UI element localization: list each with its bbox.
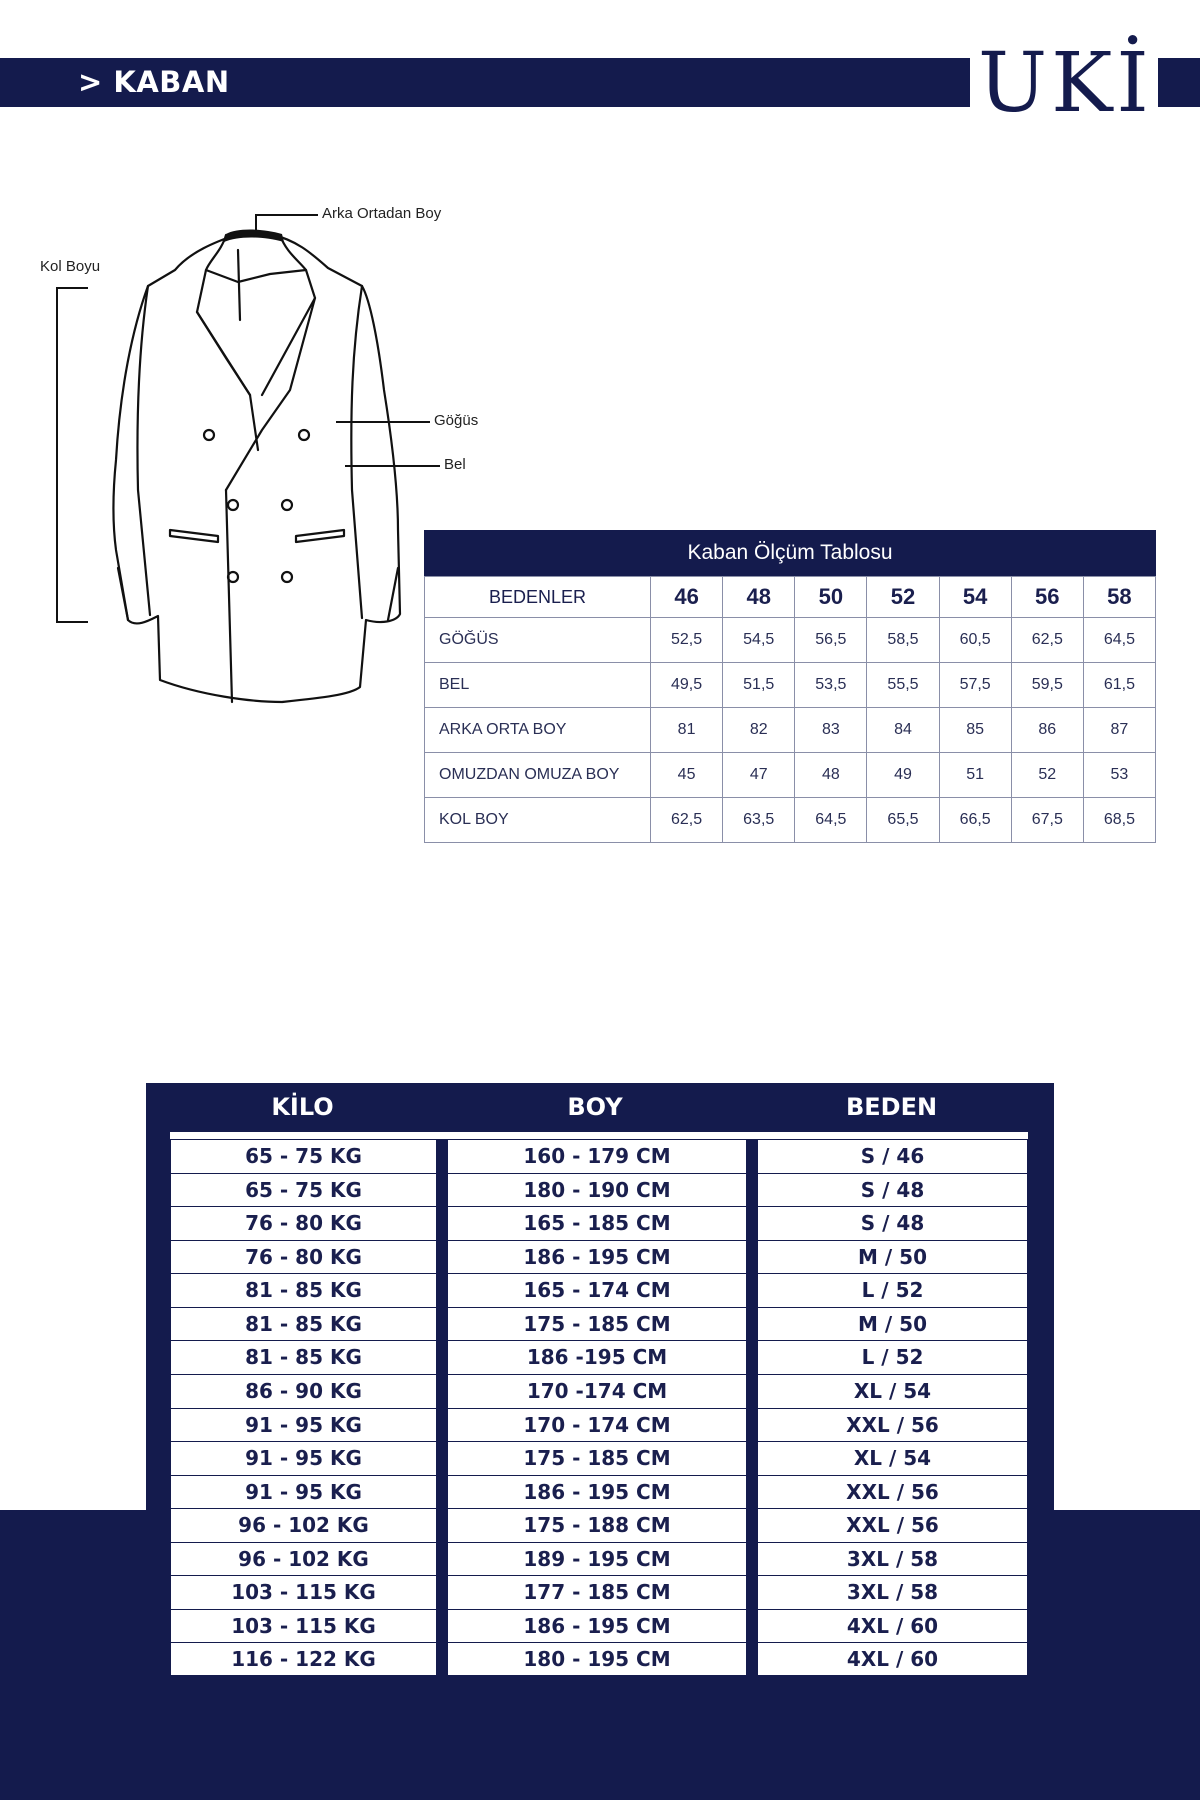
measurement-value: 52: [1011, 753, 1083, 798]
height-cell: 186 - 195 CM: [448, 1610, 746, 1644]
size-cell: S / 46: [758, 1140, 1027, 1174]
size-cell: 3XL / 58: [758, 1576, 1027, 1610]
brand-logo: [978, 30, 1153, 131]
size-cell: S / 48: [758, 1207, 1027, 1241]
weight-cell: 76 - 80 KG: [171, 1207, 436, 1241]
weight-cell: 76 - 80 KG: [171, 1241, 436, 1275]
measurement-value: 51,5: [723, 663, 795, 708]
size-header-cell: 46: [651, 577, 723, 618]
waist-label: Bel: [444, 456, 466, 473]
weight-cell: 81 - 85 KG: [171, 1274, 436, 1308]
measurement-value: 55,5: [867, 663, 939, 708]
height-cell: 170 -174 CM: [448, 1375, 746, 1409]
height-cell: 186 -195 CM: [448, 1341, 746, 1375]
chest-label: Göğüs: [434, 412, 479, 429]
measurement-value: 53: [1083, 753, 1155, 798]
height-header: BOY: [567, 1093, 623, 1121]
size-cell: S / 48: [758, 1174, 1027, 1208]
measurement-value: 57,5: [939, 663, 1011, 708]
measurement-row-label: OMUZDAN OMUZA BOY: [425, 753, 651, 798]
measurement-value: 62,5: [651, 798, 723, 843]
measurement-value: 67,5: [1011, 798, 1083, 843]
measurement-grid: [424, 576, 1156, 843]
weight-cell: 103 - 115 KG: [171, 1576, 436, 1610]
size-header-cell: 50: [795, 577, 867, 618]
weight-cell: 91 - 95 KG: [171, 1442, 436, 1476]
weight-cell: 86 - 90 KG: [171, 1375, 436, 1409]
height-cell: 165 - 174 CM: [448, 1274, 746, 1308]
measurement-value: 45: [651, 753, 723, 798]
weight-header: KİLO: [271, 1093, 334, 1121]
measurement-value: 66,5: [939, 798, 1011, 843]
size-cell: 4XL / 60: [846, 1647, 939, 1672]
weight-cell: 91 - 95 KG: [171, 1409, 436, 1443]
measurement-value: 51: [939, 753, 1011, 798]
weight-cell: 116 - 122 KG: [231, 1647, 376, 1672]
weight-cell: 96 - 102 KG: [171, 1509, 436, 1543]
measurement-value: 59,5: [1011, 663, 1083, 708]
measurement-row-label: ARKA ORTA BOY: [425, 708, 651, 753]
measurement-value: 52,5: [651, 618, 723, 663]
measurement-value: 48: [795, 753, 867, 798]
measurement-value: 84: [867, 708, 939, 753]
weight-cell: 65 - 75 KG: [171, 1140, 436, 1174]
height-cell: 189 - 195 CM: [448, 1543, 746, 1577]
height-cell: 186 - 195 CM: [448, 1476, 746, 1510]
measurement-row-label: KOL BOY: [425, 798, 651, 843]
weight-cell: 103 - 115 KG: [171, 1610, 436, 1644]
measurement-value: 81: [651, 708, 723, 753]
size-header: BEDEN: [845, 1093, 938, 1121]
size-column: [757, 1139, 1028, 1676]
size-header-cell: 52: [867, 577, 939, 618]
size-header-cell: 58: [1083, 577, 1155, 618]
measurement-value: 65,5: [867, 798, 939, 843]
size-cell: M / 50: [758, 1241, 1027, 1275]
height-cell: 180 - 190 CM: [448, 1174, 746, 1208]
measurement-value: 64,5: [1083, 618, 1155, 663]
measurement-value: 63,5: [723, 798, 795, 843]
measurement-value: 58,5: [867, 618, 939, 663]
measurement-row: [425, 753, 1156, 798]
size-cell: L / 52: [758, 1341, 1027, 1375]
measurement-value: 49,5: [651, 663, 723, 708]
measurement-value: 87: [1083, 708, 1155, 753]
measurement-value: 82: [723, 708, 795, 753]
height-cell: 175 - 188 CM: [448, 1509, 746, 1543]
measurement-value: 53,5: [795, 663, 867, 708]
height-cell: 160 - 179 CM: [448, 1140, 746, 1174]
measurement-row: [425, 708, 1156, 753]
measurement-value: 60,5: [939, 618, 1011, 663]
size-header-cell: 56: [1011, 577, 1083, 618]
height-cell: 177 - 185 CM: [448, 1576, 746, 1610]
measurement-row: [425, 618, 1156, 663]
measurement-row: [425, 663, 1156, 708]
measurement-value: 47: [723, 753, 795, 798]
weight-cell: 65 - 75 KG: [171, 1174, 436, 1208]
measurement-value: 64,5: [795, 798, 867, 843]
height-cell: 180 - 195 CM: [523, 1647, 671, 1672]
size-cell: XL / 54: [758, 1375, 1027, 1409]
back-length-label: Arka Ortadan Boy: [322, 205, 442, 222]
weight-cell: 96 - 102 KG: [171, 1543, 436, 1577]
header-bar-end: [1158, 58, 1200, 107]
height-cell: 170 - 174 CM: [448, 1409, 746, 1443]
height-cell: 186 - 195 CM: [448, 1241, 746, 1275]
size-cell: 4XL / 60: [758, 1610, 1027, 1644]
measurement-value: 61,5: [1083, 663, 1155, 708]
column-divider: [747, 1139, 757, 1676]
size-cell: L / 52: [758, 1274, 1027, 1308]
measurement-value: 68,5: [1083, 798, 1155, 843]
section-title: > KABAN: [78, 65, 230, 99]
column-divider: [437, 1139, 447, 1676]
measurement-value: 54,5: [723, 618, 795, 663]
weight-cell: 81 - 85 KG: [171, 1308, 436, 1342]
measurement-value: 62,5: [1011, 618, 1083, 663]
measurement-table: [424, 530, 1156, 843]
size-cell: XXL / 56: [758, 1409, 1027, 1443]
size-cell: XXL / 56: [758, 1476, 1027, 1510]
weight-cell: 91 - 95 KG: [171, 1476, 436, 1510]
sizes-header-label: BEDENLER: [425, 577, 651, 618]
size-chart-header: [170, 1083, 1028, 1132]
measurement-row-label: BEL: [425, 663, 651, 708]
size-cell: XL / 54: [758, 1442, 1027, 1476]
size-cell: M / 50: [758, 1308, 1027, 1342]
measurement-value: 85: [939, 708, 1011, 753]
measurement-value: 86: [1011, 708, 1083, 753]
height-column: [447, 1139, 747, 1676]
size-cell: 3XL / 58: [758, 1543, 1027, 1577]
size-header-cell: 54: [939, 577, 1011, 618]
measurement-table-title: Kaban Ölçüm Tablosu: [424, 530, 1156, 576]
brand-logo-text: UKİ: [978, 36, 1153, 131]
coat-diagram: [0, 190, 480, 720]
weight-column: [170, 1139, 437, 1676]
measurement-value: 49: [867, 753, 939, 798]
measurement-value: 83: [795, 708, 867, 753]
measurement-header-row: [425, 577, 1156, 618]
weight-cell: 81 - 85 KG: [171, 1341, 436, 1375]
size-header-cell: 48: [723, 577, 795, 618]
height-cell: 175 - 185 CM: [448, 1442, 746, 1476]
height-cell: 165 - 185 CM: [448, 1207, 746, 1241]
measurement-row: [425, 798, 1156, 843]
measurement-value: 56,5: [795, 618, 867, 663]
height-cell: 175 - 185 CM: [448, 1308, 746, 1342]
measurement-row-label: GÖĞÜS: [425, 618, 651, 663]
size-cell: XXL / 56: [758, 1509, 1027, 1543]
sleeve-length-label: Kol Boyu: [40, 258, 101, 275]
